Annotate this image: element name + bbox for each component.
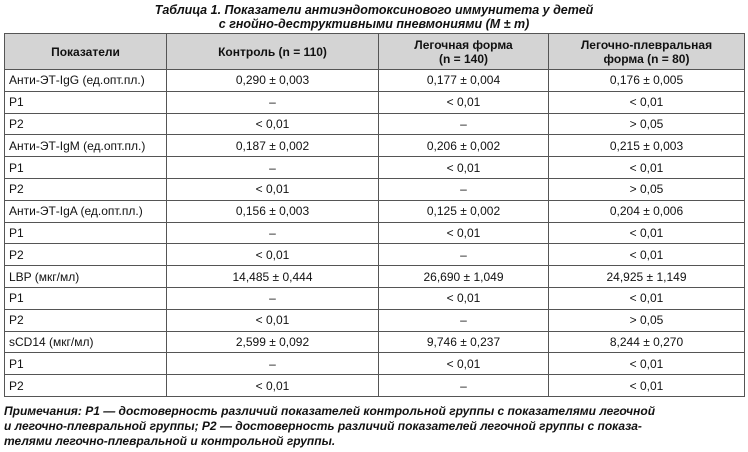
- table-header-row: [5, 34, 745, 70]
- pulmonary-cell: < 0,01: [379, 353, 549, 375]
- table-row: [5, 331, 745, 353]
- table-row: [5, 200, 745, 222]
- pleural-cell: < 0,01: [549, 157, 745, 179]
- table-row: [5, 353, 745, 375]
- header-control: Контроль (n = 110): [167, 34, 379, 70]
- row-label: P2: [5, 244, 167, 266]
- header-pulmonary-line-2: (n = 140): [438, 51, 489, 66]
- control-cell: 0,290 ± 0,003: [167, 70, 379, 92]
- pulmonary-cell: 0,177 ± 0,004: [379, 70, 549, 92]
- pleural-cell: 24,925 ± 1,149: [549, 266, 745, 288]
- control-cell: 0,187 ± 0,002: [167, 135, 379, 157]
- table-row: [5, 309, 745, 331]
- table-row: [5, 135, 745, 157]
- table-notes: [4, 404, 746, 449]
- table-row: [5, 222, 745, 244]
- caption-line-1: Таблица 1. Показатели антиэндотоксинового иммунитета у детей: [154, 3, 594, 17]
- table-row: [5, 287, 745, 309]
- row-label: P1: [5, 222, 167, 244]
- table-row: [5, 157, 745, 179]
- pleural-cell: < 0,01: [549, 375, 745, 397]
- notes-line-2: и легочно-плевральной группы; P2 — достоверность различий показателей легочной группы с показа-: [4, 419, 642, 433]
- row-label: sCD14 (мкг/мл): [5, 331, 167, 353]
- row-label: P1: [5, 287, 167, 309]
- pleural-cell: < 0,01: [549, 222, 745, 244]
- row-label: P2: [5, 113, 167, 135]
- table-row: [5, 91, 745, 113]
- control-cell: < 0,01: [167, 309, 379, 331]
- row-label: P2: [5, 375, 167, 397]
- pulmonary-cell: < 0,01: [379, 91, 549, 113]
- pulmonary-cell: 0,206 ± 0,002: [379, 135, 549, 157]
- table-row: [5, 375, 745, 397]
- row-label: Анти-ЭТ-IgA (ед.опт.пл.): [5, 200, 167, 222]
- pulmonary-cell: –: [379, 178, 549, 200]
- pleural-cell: 8,244 ± 0,270: [549, 331, 745, 353]
- pulmonary-cell: 0,125 ± 0,002: [379, 200, 549, 222]
- pleural-cell: < 0,01: [549, 244, 745, 266]
- table-caption: [0, 3, 748, 31]
- control-cell: < 0,01: [167, 244, 379, 266]
- row-label: P2: [5, 309, 167, 331]
- control-cell: 2,599 ± 0,092: [167, 331, 379, 353]
- row-label: P1: [5, 91, 167, 113]
- header-pulmonary-line-1: Легочная форма: [414, 37, 513, 52]
- control-cell: < 0,01: [167, 178, 379, 200]
- pulmonary-cell: –: [379, 244, 549, 266]
- header-pulmonary: [379, 34, 549, 70]
- pleural-cell: 0,204 ± 0,006: [549, 200, 745, 222]
- table-row: [5, 244, 745, 266]
- table-row: [5, 266, 745, 288]
- row-label: Анти-ЭТ-IgM (ед.опт.пл.): [5, 135, 167, 157]
- header-pleural: [549, 34, 745, 70]
- control-cell: –: [167, 222, 379, 244]
- pulmonary-cell: –: [379, 309, 549, 331]
- control-cell: < 0,01: [167, 113, 379, 135]
- table-row: [5, 178, 745, 200]
- pleural-cell: > 0,05: [549, 178, 745, 200]
- control-cell: –: [167, 353, 379, 375]
- control-cell: –: [167, 91, 379, 113]
- header-pleural-line-1: Легочно-плевральная: [580, 37, 713, 52]
- row-label: Анти-ЭТ-IgG (ед.опт.пл.): [5, 70, 167, 92]
- pleural-cell: 0,215 ± 0,003: [549, 135, 745, 157]
- pleural-cell: > 0,05: [549, 309, 745, 331]
- caption-line-2: с гнойно-деструктивными пневмониями (M ± m): [218, 17, 530, 31]
- pleural-cell: 0,176 ± 0,005: [549, 70, 745, 92]
- control-cell: 14,485 ± 0,444: [167, 266, 379, 288]
- pulmonary-cell: –: [379, 375, 549, 397]
- header-indicators: Показатели: [5, 34, 167, 70]
- row-label: P1: [5, 157, 167, 179]
- pulmonary-cell: 9,746 ± 0,237: [379, 331, 549, 353]
- row-label: LBP (мкг/мл): [5, 266, 167, 288]
- table-row: [5, 113, 745, 135]
- header-pleural-line-2: форма (n = 80): [603, 51, 690, 66]
- pleural-cell: > 0,05: [549, 113, 745, 135]
- control-cell: 0,156 ± 0,003: [167, 200, 379, 222]
- control-cell: –: [167, 157, 379, 179]
- pleural-cell: < 0,01: [549, 91, 745, 113]
- pleural-cell: < 0,01: [549, 353, 745, 375]
- pulmonary-cell: –: [379, 113, 549, 135]
- row-label: P2: [5, 178, 167, 200]
- control-cell: < 0,01: [167, 375, 379, 397]
- table-row: [5, 70, 745, 92]
- row-label: P1: [5, 353, 167, 375]
- notes-line-1: Примечания: P1 — достоверность различий показателей контрольной группы с показателями легочной: [4, 404, 656, 418]
- pulmonary-cell: < 0,01: [379, 287, 549, 309]
- pulmonary-cell: 26,690 ± 1,049: [379, 266, 549, 288]
- notes-line-3: телями легочно-плевральной и контрольной группы.: [4, 434, 336, 448]
- control-cell: –: [167, 287, 379, 309]
- immunity-table: [4, 33, 745, 397]
- pulmonary-cell: < 0,01: [379, 157, 549, 179]
- pleural-cell: < 0,01: [549, 287, 745, 309]
- pulmonary-cell: < 0,01: [379, 222, 549, 244]
